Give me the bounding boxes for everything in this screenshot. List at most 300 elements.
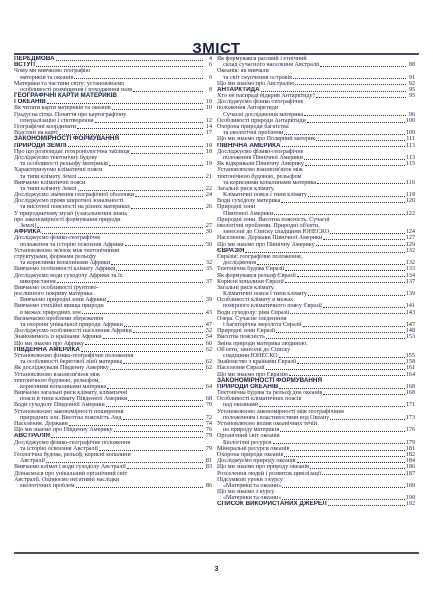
toc-page-number: 62 bbox=[205, 365, 212, 372]
toc-entry-title: Вивчаємо кліматичні пояси bbox=[14, 179, 86, 186]
toc-page-number: 147 bbox=[405, 322, 415, 329]
toc-entry-title: на природу материків bbox=[223, 427, 280, 434]
toc-entry-title: Населення. Держави Північної Америки bbox=[217, 235, 323, 242]
dot-leader bbox=[109, 165, 203, 166]
toc-page-number: 27 bbox=[205, 223, 212, 230]
toc-page-number: 122 bbox=[405, 210, 415, 217]
toc-page-number: 83 bbox=[205, 464, 212, 471]
toc-page-number: 86 bbox=[205, 482, 212, 489]
toc-entry-title: Об'єкти, занесені до Списку bbox=[217, 346, 291, 353]
toc-page-number: 21 bbox=[205, 173, 212, 180]
toc-entry-title: ЗАКОНОМІРНОСТІ ФОРМУВАННЯ bbox=[217, 376, 323, 384]
dot-leader bbox=[245, 252, 404, 253]
dot-leader bbox=[297, 276, 405, 277]
dot-leader bbox=[310, 468, 405, 469]
dot-leader bbox=[107, 301, 203, 302]
toc-entry-title: Охорона природи океанів bbox=[217, 451, 284, 458]
dot-leader bbox=[280, 431, 405, 432]
toc-entry-title: Вивчаємо особливості клімату Африки bbox=[14, 266, 116, 273]
toc-entry-title: Як відкривали Північну Америку bbox=[217, 161, 304, 168]
toc-entry-title: спадщини ЮНЕСКО bbox=[223, 352, 278, 359]
toc-entry-title: материків та океанів bbox=[20, 74, 74, 81]
toc-entry-title: Кліматичні пояси і типи клімату bbox=[223, 291, 307, 298]
dot-leader bbox=[317, 183, 405, 184]
toc-entry-title: Геологічна будова, рельєф, корисні копалини bbox=[14, 451, 131, 458]
dot-leader bbox=[46, 462, 203, 463]
toc-page-number: 137 bbox=[405, 278, 415, 285]
dot-leader bbox=[74, 78, 203, 79]
toc-page-number: 113 bbox=[406, 142, 415, 149]
toc-page-number: 76 bbox=[205, 427, 212, 434]
dot-leader bbox=[276, 332, 405, 333]
toc-page-number: 132 bbox=[405, 247, 415, 254]
toc-entry-title: ПРИРОДИ ЗЕМЛІ bbox=[14, 142, 67, 149]
toc-entry-title: природних зон. Висотна поясність Анд bbox=[20, 414, 122, 421]
toc-entry-title: та висотної поясності на різних материках bbox=[20, 204, 131, 211]
toc-entry-title: Природні зони bbox=[217, 204, 256, 211]
toc-entry-title: помірного кліматичного поясу Євразії bbox=[223, 303, 322, 310]
toc-entry-title: ПРИРОДИ ОКЕАНІВ bbox=[217, 383, 279, 390]
dot-leader bbox=[320, 66, 406, 67]
toc-entry-title: корисними копалинами материка bbox=[20, 383, 107, 390]
toc-entry-title: та охорони унікальної природи Африки bbox=[20, 322, 123, 329]
dot-leader bbox=[106, 406, 203, 407]
toc-entry-title: Як досліджували Південну Америку bbox=[14, 365, 109, 372]
toc-page-number: 39 bbox=[205, 297, 212, 304]
toc-entry-title: і багаторічна мерзлота Євразії bbox=[223, 322, 302, 329]
dot-leader bbox=[103, 338, 203, 339]
dot-leader bbox=[282, 499, 405, 500]
toc-entry-title: Мінеральні ресурси океанів bbox=[217, 445, 290, 452]
toc-page-number: 139 bbox=[405, 291, 415, 298]
toc-page-number: 190 bbox=[405, 495, 415, 502]
dot-leader bbox=[78, 190, 204, 191]
toc-entry-title: Досліджуємо фізико-географічне bbox=[217, 99, 304, 106]
toc-page-number: 176 bbox=[405, 427, 415, 434]
toc-page-number: 26 bbox=[205, 204, 212, 211]
dot-leader bbox=[316, 97, 406, 98]
toc-page-number: 95 bbox=[408, 93, 415, 100]
dot-leader bbox=[99, 450, 203, 451]
toc-page-number: 113 bbox=[406, 154, 415, 161]
dot-leader bbox=[114, 431, 203, 432]
dot-leader bbox=[273, 443, 405, 444]
toc-entry-title: Води суходолу материка bbox=[217, 198, 281, 205]
toc-page-number: 62 bbox=[205, 346, 212, 353]
toc-entry-title: Досліджуємо фізико-географічне bbox=[14, 235, 101, 242]
toc-entry-title: ПІВДЕННА АМЕРИКА bbox=[14, 346, 80, 353]
dot-leader bbox=[308, 295, 405, 296]
toc-entry-title: АВСТРАЛІЯ bbox=[14, 433, 51, 440]
dot-leader bbox=[322, 474, 405, 475]
toc-page-number: 153 bbox=[405, 334, 415, 341]
toc-entry-title: над океанами bbox=[223, 402, 259, 409]
toc-page-number: 91 bbox=[408, 74, 415, 81]
toc-entry-title: Досліджуємо тектонічну будову bbox=[14, 154, 98, 161]
toc-page-number: 24 bbox=[205, 192, 212, 199]
dot-leader bbox=[297, 462, 405, 463]
toc-page-number: 192 bbox=[405, 501, 415, 508]
toc-page-number: 129 bbox=[405, 241, 415, 248]
toc-page-number: 12 bbox=[205, 117, 212, 124]
toc-page-number: 8 bbox=[208, 86, 212, 93]
dot-leader bbox=[81, 351, 203, 352]
dot-leader bbox=[57, 282, 203, 283]
toc-entry-title: та особливості берегової лінії материка bbox=[20, 359, 123, 366]
toc-entry-title: ГЕОГРАФІЧНІ КАРТИ МАТЕРИКІВ bbox=[14, 92, 117, 100]
toc-entry-title: АФРИКА bbox=[14, 229, 41, 236]
dot-leader bbox=[284, 134, 405, 135]
toc-page-number: 100 bbox=[405, 117, 415, 124]
toc-page-number: 19 bbox=[205, 161, 212, 168]
dot-leader bbox=[77, 128, 203, 129]
dot-leader bbox=[285, 270, 404, 271]
toc-page-number: 79 bbox=[205, 433, 212, 440]
toc-entry-title: Вивчаємо загальні риси клімату, кліматичні bbox=[14, 390, 128, 397]
toc-entry-title: Австралії. Оцінюємо негативні наслідки bbox=[14, 476, 120, 483]
dot-leader bbox=[125, 245, 203, 246]
toc-entry-title: Географічні координати bbox=[14, 124, 77, 131]
dot-leader bbox=[257, 264, 405, 265]
toc-page-number: 54 bbox=[205, 334, 212, 341]
toc-entry-title: рослинного покриву материка. bbox=[14, 291, 94, 298]
toc-entry-title: Зміна природи материка людиною. bbox=[217, 340, 308, 347]
toc-entry-title: Установлюємо закономірності між географічним bbox=[217, 408, 344, 415]
toc-page-number: 189 bbox=[405, 482, 415, 489]
toc-page-number: 168 bbox=[405, 390, 415, 397]
dot-leader bbox=[316, 140, 405, 141]
dot-leader bbox=[135, 196, 203, 197]
toc-page-number: 133 bbox=[405, 266, 415, 273]
toc-page-number: 62 bbox=[205, 359, 212, 366]
toc-entry-title: та екологічні проблеми bbox=[223, 130, 284, 137]
toc-page-number: 79 bbox=[205, 445, 212, 452]
dot-leader bbox=[259, 406, 405, 407]
toc-entry-title: Тектонічна будова Євразії bbox=[217, 266, 285, 273]
toc-entry-title: занесені до Списку спадщини ЮНЕСКО bbox=[223, 229, 330, 236]
toc-section-heading bbox=[217, 502, 415, 508]
toc-page-number: 64 bbox=[205, 383, 212, 390]
toc-page-number: 10 bbox=[205, 99, 212, 106]
dot-leader bbox=[123, 419, 203, 420]
toc-page-number: 4 bbox=[208, 55, 212, 62]
toc-entry-title: Води суходолу: ріки Євразії bbox=[217, 309, 290, 316]
dot-leader bbox=[295, 84, 406, 85]
dot-leader bbox=[290, 313, 404, 314]
toc-entry-title: Установлюємо зв'язок між тектонічними bbox=[14, 247, 120, 254]
dot-leader bbox=[279, 388, 405, 389]
dot-leader bbox=[69, 425, 203, 426]
toc-entry-title: Материки та частини світу: установлюємо bbox=[14, 80, 125, 87]
toc-entry-title: особливості розміщення і походження назв bbox=[20, 86, 133, 93]
toc-entry-title: Установлюємо вплив океанічних течій bbox=[217, 421, 317, 428]
toc-page-number: 6 bbox=[208, 62, 212, 69]
dot-leader bbox=[266, 369, 405, 370]
toc-page-number: 143 bbox=[405, 309, 415, 316]
toc-entry-title: Природні зони Євразії bbox=[217, 328, 276, 335]
toc-entry-title: та особливості рельєфу материків bbox=[20, 161, 108, 168]
toc-entry-title: «Материки та океани» bbox=[223, 495, 282, 502]
toc-entry-title: У природничому музеї (узагальнення знань bbox=[14, 210, 128, 217]
toc-page-number: 74 bbox=[205, 421, 212, 428]
dot-leader bbox=[261, 91, 406, 92]
toc-entry bbox=[14, 483, 212, 489]
toc-entry-title: та корисними копалинами Африки bbox=[20, 260, 111, 267]
toc-entry-title: Розселення людей і розвиток цивілізації bbox=[217, 470, 322, 477]
dot-leader bbox=[123, 363, 203, 364]
toc-page-number: 6 bbox=[208, 74, 212, 81]
dot-leader bbox=[285, 282, 405, 283]
toc-entry-title: Досліджуємо природу океанів bbox=[217, 458, 296, 465]
dot-leader bbox=[127, 468, 203, 469]
toc-entry-title: Досліджуємо фізико-географічне bbox=[217, 148, 304, 155]
toc-entry-title: Сучасні дослідження материка bbox=[223, 111, 304, 118]
toc-entry-title: Досліджуємо фізико-географічне положення bbox=[14, 439, 131, 446]
toc-entry-title: склад сучасного населення Австралії bbox=[223, 62, 320, 69]
dot-leader bbox=[37, 227, 203, 228]
toc-entry-title: Досліджуємо води суходолу Африки та їх bbox=[14, 272, 123, 279]
toc-page-number: 68 bbox=[205, 396, 212, 403]
toc-entry-title: про закономірності формування природи bbox=[14, 216, 121, 223]
dot-leader bbox=[305, 165, 405, 166]
toc-entry-title: Підсумкові уроки з курсу bbox=[217, 476, 283, 483]
toc-page-number: 111 bbox=[406, 136, 415, 143]
dot-leader bbox=[323, 307, 405, 308]
toc-page-number: 35 bbox=[205, 266, 212, 273]
toc-entry-title: Знайомство з країнами Євразії bbox=[217, 359, 297, 366]
dot-leader bbox=[282, 487, 405, 488]
toc-entry-title: Особливості природи Антарктиди bbox=[217, 117, 306, 124]
dot-leader bbox=[281, 202, 404, 203]
toc-page-number: 18 bbox=[205, 142, 212, 149]
toc-entry-title: Озера. Сучасне зледеніння bbox=[217, 315, 287, 322]
toc-page-number: 148 bbox=[405, 328, 415, 335]
toc-page-number: 134 bbox=[405, 272, 415, 279]
toc-entry-title: Що ми знаємо з курсу bbox=[217, 489, 275, 496]
toc-page-number: 88 bbox=[408, 62, 415, 69]
toc-entry-title: Як формувався расовий і етнічний bbox=[217, 55, 307, 62]
toc-entry-title: Установлюємо фізико-географічне положення bbox=[14, 352, 134, 359]
toc-entry-title: Кліматичні пояси і типи клімату bbox=[223, 192, 307, 199]
toc-entry-title: Тектонічна будова та рельєф дна океанів bbox=[217, 390, 323, 397]
dot-leader bbox=[304, 115, 406, 116]
toc-page-number: 127 bbox=[405, 235, 415, 242]
dot-leader bbox=[110, 369, 203, 370]
toc-page-number: 168 bbox=[405, 383, 415, 390]
toc-entry-title: ЄВРАЗІЯ bbox=[217, 247, 245, 254]
toc-entry-title: тектонічною будовою, рельєфом, bbox=[14, 377, 100, 384]
toc-entry-title: «Материки та океани» bbox=[223, 482, 282, 489]
toc-entry-title: Корисні копалини Євразії bbox=[217, 278, 284, 285]
toc-entry-title: Знайомимось із країнами Африки bbox=[14, 334, 102, 341]
bottom-rule bbox=[14, 552, 419, 554]
toc-page-number: 95 bbox=[408, 86, 415, 93]
dot-leader bbox=[47, 103, 203, 104]
toc-entry-title: Досліджуємо прояв широтної зональності bbox=[14, 198, 124, 205]
dot-leader bbox=[323, 239, 405, 240]
toc-page-number: 116 bbox=[406, 179, 415, 186]
toc-page-number: 184 bbox=[405, 458, 415, 465]
dot-leader bbox=[111, 264, 203, 265]
toc-entry-title: Північної Америки bbox=[223, 210, 274, 217]
dot-leader bbox=[308, 196, 405, 197]
toc-entry-title: Природні зони. Висотна поясність. Сучасні bbox=[217, 216, 330, 223]
toc-page-number: 30 bbox=[205, 229, 212, 236]
toc-entry-title: Вивчаємо стихійні явища природи bbox=[14, 303, 104, 310]
toc-page-number: 120 bbox=[405, 198, 415, 205]
toc-page-number: 14 bbox=[205, 124, 212, 131]
toc-entry-title: дослідження bbox=[223, 260, 256, 267]
toc-entry-title: Загальні риси клімату. bbox=[217, 185, 275, 192]
toc-entry-title: положення Антарктиди bbox=[217, 105, 279, 112]
toc-entry-title: Що ми знаємо про Африку bbox=[14, 340, 84, 347]
toc-page-number: 173 bbox=[405, 414, 415, 421]
toc-entry-title: та типи клімату Землі bbox=[20, 173, 77, 180]
toc-page-number: 47 bbox=[205, 322, 212, 329]
toc-page-number: 181 bbox=[405, 445, 415, 452]
dot-leader bbox=[266, 338, 405, 339]
toc-page-number: 155 bbox=[405, 352, 415, 359]
toc-entry-title: та корисними копалинами материка bbox=[223, 179, 317, 186]
toc-entry-title: структурами, формами рельєфу bbox=[14, 253, 97, 260]
dot-leader bbox=[307, 122, 405, 123]
dot-leader bbox=[116, 270, 203, 271]
toc-entry-title: Досліджуємо особливості населення Африки bbox=[14, 328, 132, 335]
top-rule bbox=[14, 53, 419, 55]
toc-entry-title: Вивчаємо особливості ґрунтово- bbox=[14, 284, 99, 291]
dot-leader bbox=[124, 326, 203, 327]
toc-entry-title: Що ми знаємо про природу океанів bbox=[217, 464, 309, 471]
dot-leader bbox=[323, 394, 405, 395]
toc-page-number: 164 bbox=[405, 371, 415, 378]
toc-right-column bbox=[217, 56, 415, 508]
toc-entry-title: І ОКЕАНІВ bbox=[14, 99, 46, 106]
dot-leader bbox=[284, 456, 404, 457]
dot-leader bbox=[290, 450, 404, 451]
toc-entry-title: Як читати карти материків та океанів bbox=[14, 105, 111, 112]
toc-entry-title: Води суходолу Південної Америки bbox=[14, 402, 105, 409]
toc-entry-title: та історію освоєння Австралії bbox=[20, 445, 98, 452]
toc-entry-title: положенням і властивостями вод Океану bbox=[223, 414, 330, 421]
toc-entry-title: Особливості клімату в межах bbox=[217, 297, 294, 304]
toc-entry-title: Висотна поясність bbox=[217, 334, 265, 341]
toc-entry-title: АНТАРКТИДА bbox=[217, 86, 260, 93]
dot-leader bbox=[42, 233, 203, 234]
toc-entry-title: Відстані на карті bbox=[14, 130, 58, 137]
toc-entry-title: Визначаємо проблеми збереження bbox=[14, 315, 103, 322]
dot-leader bbox=[304, 159, 405, 160]
toc-page-number: 141 bbox=[405, 303, 415, 310]
toc-entry-title: положення Північної Америки bbox=[223, 154, 303, 161]
toc-page-number: 115 bbox=[406, 161, 415, 168]
toc-page-number: 30 bbox=[205, 241, 212, 248]
toc-entry-title: генералізацію і спотворення bbox=[20, 117, 94, 124]
toc-entry-title: СПИСОК ВИКОРИСТАНИХ ДЖЕРЕЛ bbox=[217, 501, 327, 508]
toc-page-number: 92 bbox=[408, 80, 415, 87]
toc-entry-title: Що ми знаємо про Північну Америку bbox=[217, 241, 315, 248]
toc-entry-title: Населення Євразії bbox=[217, 365, 265, 372]
toc-entry-title: Австралії bbox=[20, 458, 45, 465]
dot-leader bbox=[76, 487, 203, 488]
toc-entry-title: Що ми знаємо про Євразію bbox=[217, 371, 288, 378]
dot-leader bbox=[85, 344, 203, 345]
toc-page-number: 187 bbox=[405, 470, 415, 477]
toc-entry-title: Біологічні ресурси bbox=[223, 439, 272, 446]
toc-page-number: 132 bbox=[405, 260, 415, 267]
toc-entry-title: використання bbox=[20, 278, 56, 285]
toc-page-number: 124 bbox=[405, 229, 415, 236]
toc-page-number: 109 bbox=[405, 130, 415, 137]
toc-page-number: 186 bbox=[405, 464, 415, 471]
toc-page-number: 10 bbox=[205, 105, 212, 112]
toc-page-number: 17 bbox=[205, 130, 212, 137]
toc-entry-title: Чому ми вивчаємо географію bbox=[14, 68, 91, 75]
toc-entry-title: Про що розповідає геохронологічна таблиця bbox=[14, 148, 130, 155]
toc-page-number: 70 bbox=[205, 402, 212, 409]
toc-entry-title: пояси й типи клімату Південної Америки bbox=[20, 396, 128, 403]
dot-leader bbox=[274, 214, 405, 215]
toc-entry-title: Вивчаємо природні зони Африки bbox=[20, 297, 106, 304]
toc-page-number: 179 bbox=[405, 439, 415, 446]
toc-entry-title: Євразія: географічне положення, bbox=[217, 253, 303, 260]
page-number: 3 bbox=[214, 566, 219, 573]
toc-page-number: 81 bbox=[205, 458, 212, 465]
toc-entry-title: Хто не наспраді відкрив Антарктиду? bbox=[217, 93, 316, 100]
toc-page-number: 182 bbox=[405, 451, 415, 458]
toc-page-number: 96 bbox=[408, 111, 415, 118]
toc-entry-title: екологічні проблеми. Природні об'єкти, bbox=[217, 223, 320, 230]
dot-leader bbox=[328, 505, 405, 506]
dot-leader bbox=[131, 153, 203, 154]
toc-entry-title: Особливості кліматичних поясів bbox=[217, 396, 302, 403]
toc-entry-title: Досліджуємо значення географічної оболонки bbox=[14, 192, 135, 199]
toc-entry-title: Установлюємо закономірності поширення bbox=[14, 408, 124, 415]
dot-leader bbox=[293, 78, 406, 79]
toc-entry-title: ВСТУП bbox=[14, 62, 35, 69]
toc-entry-title: екологічних проблем bbox=[20, 482, 75, 489]
toc-left-column bbox=[14, 56, 212, 489]
dot-leader bbox=[282, 146, 406, 147]
toc-entry-title: Вивчаємо клімат і води суходолу Австралії bbox=[14, 464, 126, 471]
toc-entry-title: Установлюємо взаємозв'язок між bbox=[14, 371, 100, 378]
toc-entry-title: Характеризуємо кліматичні пояси bbox=[14, 167, 103, 174]
toc-page-number: 22 bbox=[205, 185, 212, 192]
toc-entry-title: та типи клімату Землі bbox=[20, 185, 77, 192]
toc-page-number: 43 bbox=[205, 309, 212, 316]
page-title: ЗМІСТ bbox=[192, 40, 241, 57]
toc-page-number: 60 bbox=[205, 340, 212, 347]
toc-page-number: 52 bbox=[205, 328, 212, 335]
dot-leader bbox=[36, 66, 203, 67]
toc-page-number: 18 bbox=[205, 148, 212, 155]
dot-leader bbox=[95, 122, 203, 123]
dot-leader bbox=[107, 388, 203, 389]
toc-entry-title: Як формувався рельєф Євразії bbox=[217, 272, 296, 279]
dot-leader bbox=[51, 437, 203, 438]
dot-leader bbox=[128, 400, 203, 401]
toc-entry-title: Градусна сітка. Поняття про картографічну bbox=[14, 111, 127, 118]
toc-page-number: 171 bbox=[405, 402, 415, 409]
toc-page-number: 161 bbox=[405, 365, 415, 372]
toc-entry-title: Органічний світ океанів bbox=[217, 433, 280, 440]
dot-leader bbox=[112, 109, 203, 110]
toc-entry-title: тектонічною будовою, рельєфом bbox=[217, 173, 302, 180]
dot-leader bbox=[68, 146, 203, 147]
dot-leader bbox=[133, 332, 203, 333]
toc-entry-title: ПІВНІЧНА АМЕРИКА bbox=[217, 142, 281, 149]
toc-entry-title: положення та історію освоєння Африки bbox=[20, 241, 124, 248]
dot-leader bbox=[82, 313, 203, 314]
